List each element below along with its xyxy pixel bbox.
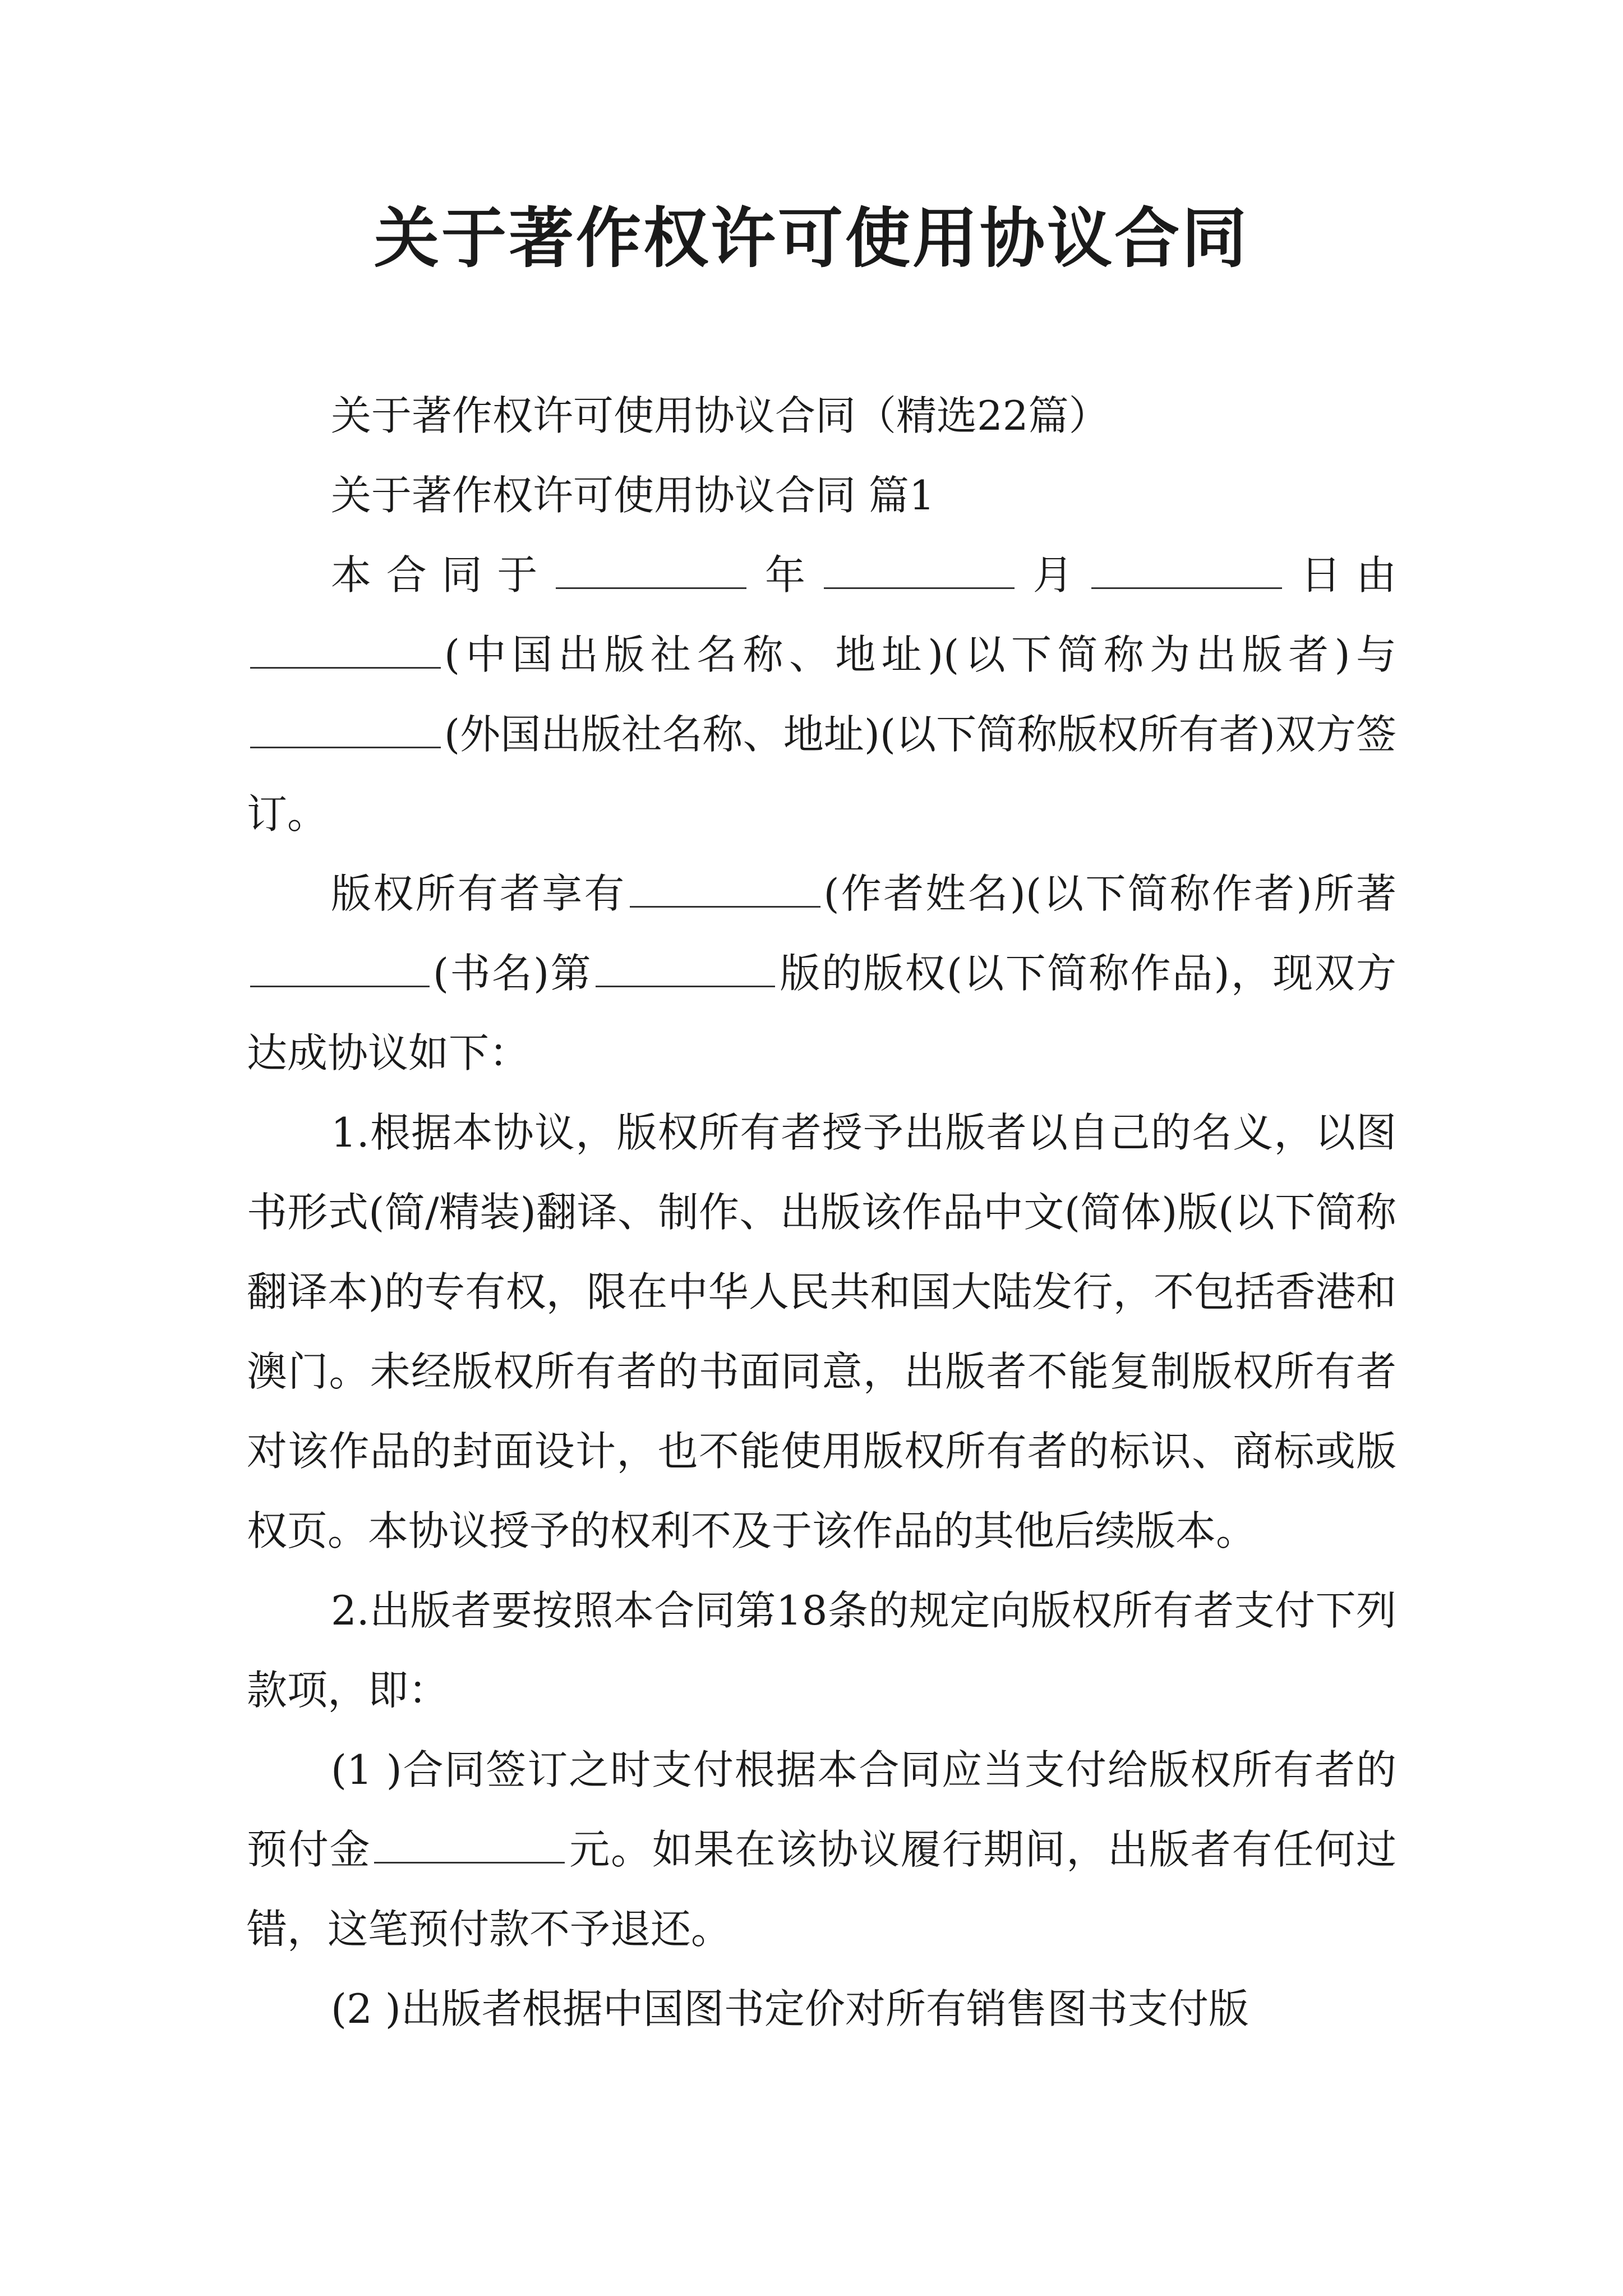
paragraph-copyright-holder <box>247 854 1396 1093</box>
paragraph-clause-2-2: (2 )出版者根据中国图书定价对所有销售图书支付版 <box>331 1985 1249 2032</box>
text-segment: 版权所有者享有 <box>331 870 626 917</box>
document-title: 关于著作权许可使用协议合同 <box>374 200 1249 277</box>
text-segment: 版的版权(以下简称作品)，现双方达成协议如下： <box>247 950 1396 1076</box>
fill-blank-book-title <box>250 949 430 987</box>
paragraph-contract-date <box>247 535 1396 854</box>
text-segment: (书名)第 <box>433 950 592 997</box>
text-segment: 月 <box>1017 551 1089 599</box>
fill-blank-chinese-publisher <box>250 631 441 669</box>
paragraph-clause-1: 1.根据本协议，版权所有者授予出版者以自己的名义，以图书形式(简/精装)翻译、制作、出版该作品中文(简体)版(以下简称翻译本)的专有权，限在中华人民共和国大陆发行，不包括香港和澳门。未经版权所有者的书面同意，出版者不能复制版权所有者对该作品的封面设计，也不能使用版权所有者的标识、商标或版权页。本协议授予的权利不及于该作品的其他后续版本。 <box>247 1109 1396 1554</box>
text-segment: 本合同于 <box>331 551 553 599</box>
fill-blank-year <box>556 551 746 589</box>
text-segment: (外国出版社名称、地址)(以下简称版权所有者)双方签订。 <box>247 711 1396 838</box>
fill-blank-edition <box>596 949 775 987</box>
fill-blank-foreign-publisher <box>250 710 441 748</box>
text-segment: (作者姓名)(以下简称作者)所著 <box>823 870 1396 917</box>
fill-blank-day <box>1091 551 1282 589</box>
fill-blank-advance-amount <box>374 1825 565 1864</box>
paragraph-clause-2-1 <box>247 1730 1396 1969</box>
text-segment: (中国出版社名称、地址)(以下简称为出版者)与 <box>444 631 1396 678</box>
paragraph-clause-2: 2.出版者要按照本合同第18条的规定向版权所有者支付下列款项，即： <box>247 1587 1396 1714</box>
text-segment: 元。如果在该协议履行期间，出版者有任何过错，这笔预付款不予退还。 <box>247 1826 1396 1953</box>
document-subtitle: 关于著作权许可使用协议合同（精选22篇） <box>331 392 1109 439</box>
text-segment: 年 <box>750 551 820 599</box>
fill-blank-author-name <box>630 869 820 908</box>
text-segment: 日由 <box>1285 551 1396 599</box>
fill-blank-month <box>824 551 1015 589</box>
text-segment: (1 )合同签订之时支付根据本合同应当支付给版权所有者的预付金 <box>247 1746 1396 1873</box>
chapter-heading: 关于著作权许可使用协议合同 篇1 <box>331 472 935 519</box>
document-body <box>247 376 1396 2049</box>
